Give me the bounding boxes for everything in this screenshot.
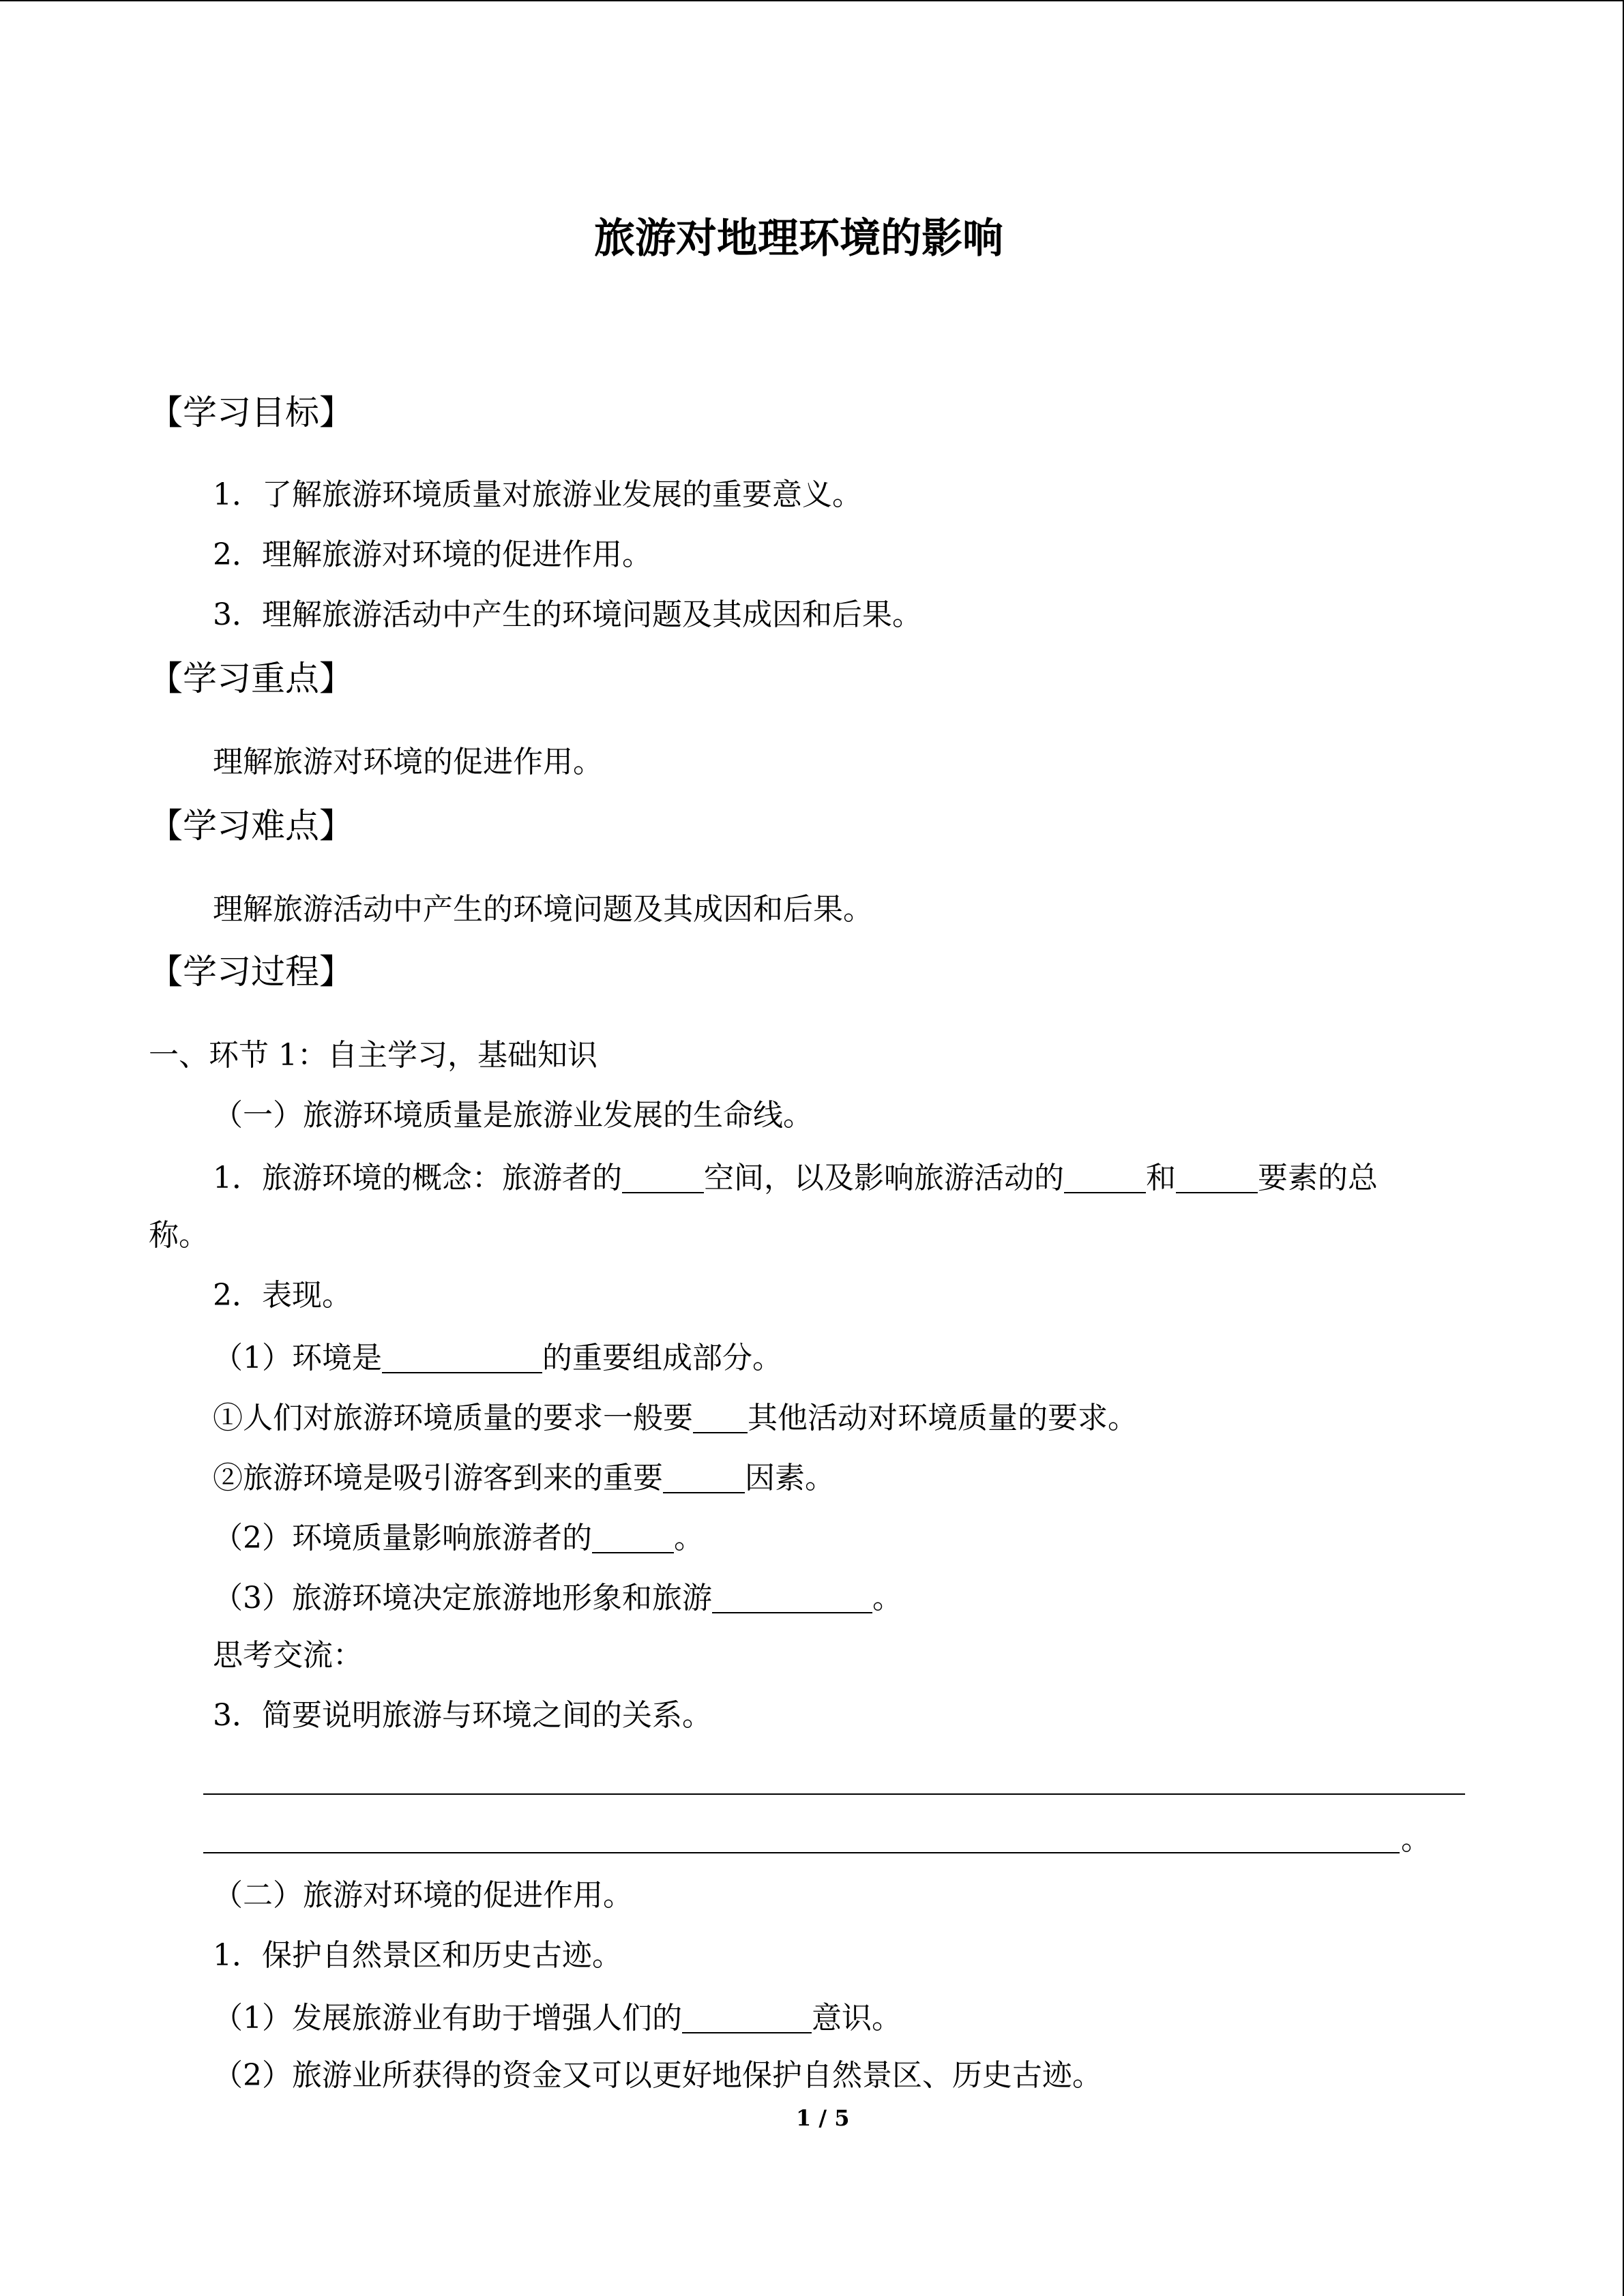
- step-1-heading: 一、环节 1：自主学习，基础知识: [149, 1038, 597, 1073]
- subsection-2-heading: （二）旅游对环境的促进作用。: [213, 1878, 633, 1913]
- difficulty-text: 理解旅游活动中产生的环境问题及其成因和后果。: [213, 892, 873, 927]
- point-1-1-part-b: 意识。: [812, 2001, 902, 2036]
- question-2-2-line: [213, 1521, 704, 1553]
- question-2-1-ii-part-b: 因素。: [745, 1461, 835, 1495]
- question-1-part-b: 空间，以及影响旅游活动的: [704, 1161, 1064, 1195]
- question-2-1-i-part-b: 其他活动对环境质量的要求。: [748, 1401, 1138, 1435]
- question-2-1-i-line: [213, 1401, 1138, 1433]
- fill-blank[interactable]: [382, 1341, 542, 1373]
- question-2-1-part-b: 的重要组成部分。: [542, 1341, 782, 1375]
- point-1-heading: 1．保护自然景区和历史古迹。: [213, 1938, 622, 1973]
- point-1-2: （2）旅游业所获得的资金又可以更好地保护自然景区、历史古迹。: [213, 2058, 1102, 2093]
- page-top-border: [0, 0, 1624, 1]
- question-2-1-line: [213, 1341, 782, 1373]
- question-2-3-part-b: 。: [872, 1581, 902, 1615]
- question-2-3-part-a: （3）旅游环境决定旅游地形象和旅游: [213, 1581, 712, 1615]
- question-2-2-part-a: （2）环境质量影响旅游者的: [213, 1521, 592, 1555]
- fill-blank[interactable]: [663, 1461, 745, 1493]
- question-2-1-ii-part-a: ②旅游环境是吸引游客到来的重要: [213, 1461, 663, 1495]
- fill-blank[interactable]: [682, 2001, 812, 2033]
- answer-line-1[interactable]: [203, 1793, 1465, 1795]
- section-heading-key-points: 【学习重点】: [149, 659, 353, 698]
- question-2-2-part-b: 。: [674, 1521, 704, 1555]
- question-1-part-d: 要素的总: [1258, 1161, 1378, 1195]
- think-discuss-label: 思考交流：: [213, 1638, 363, 1673]
- fill-blank[interactable]: [712, 1581, 872, 1613]
- question-2-1-i-part-a: ①人们对旅游环境质量的要求一般要: [213, 1401, 693, 1435]
- point-1-1-line: [213, 2001, 902, 2036]
- question-1-part-c: 和: [1146, 1161, 1176, 1195]
- page-number: 1 / 5: [796, 2105, 850, 2131]
- question-1-line: [213, 1161, 1378, 1193]
- question-2-heading: 2．表现。: [213, 1278, 352, 1313]
- question-3: 3．简要说明旅游与环境之间的关系。: [213, 1698, 712, 1733]
- fill-blank[interactable]: [622, 1161, 704, 1193]
- objective-item-3: 3．理解旅游活动中产生的环境问题及其成因和后果。: [213, 597, 922, 632]
- answer-line-2[interactable]: [203, 1852, 1400, 1853]
- question-2-3-line: [213, 1581, 902, 1613]
- objective-item-1: 1．了解旅游环境质量对旅游业发展的重要意义。: [213, 477, 862, 512]
- point-1-1-part-a: （1）发展旅游业有助于增强人们的: [213, 2001, 682, 2036]
- question-1-part-a: 1．旅游环境的概念：旅游者的: [213, 1161, 622, 1195]
- fill-blank[interactable]: [1064, 1161, 1146, 1193]
- objective-item-2: 2．理解旅游对环境的促进作用。: [213, 537, 652, 572]
- section-heading-difficulties: 【学习难点】: [149, 806, 353, 846]
- question-2-1-part-a: （1）环境是: [213, 1341, 382, 1375]
- subsection-1-heading: （一）旅游环境质量是旅游业发展的生命线。: [213, 1098, 813, 1133]
- key-point-text: 理解旅游对环境的促进作用。: [213, 745, 603, 779]
- question-2-1-ii-line: [213, 1461, 835, 1493]
- section-heading-objectives: 【学习目标】: [149, 393, 353, 432]
- document-title: 旅游对地理环境的影响: [594, 215, 1003, 263]
- section-heading-process: 【学习过程】: [149, 952, 353, 992]
- question-1-continuation: 称。: [149, 1218, 209, 1253]
- answer-line-period: 。: [1401, 1822, 1431, 1857]
- fill-blank[interactable]: [1176, 1161, 1258, 1193]
- fill-blank[interactable]: [693, 1401, 748, 1433]
- fill-blank[interactable]: [592, 1521, 674, 1553]
